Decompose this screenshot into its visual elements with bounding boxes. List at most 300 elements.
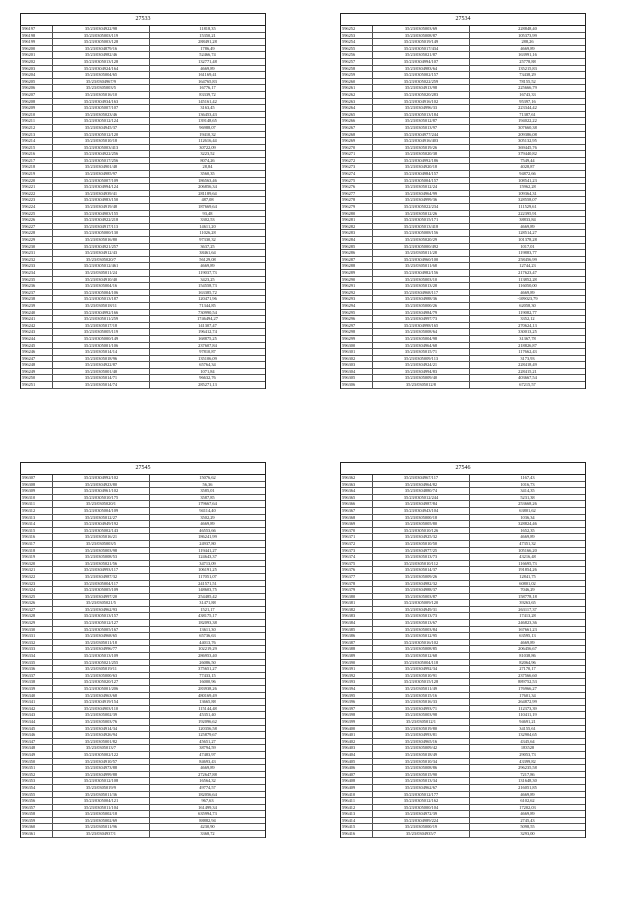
row-number: 596258: [341, 66, 373, 72]
cadastral-number: 35/23/0305009/120: [373, 600, 470, 606]
cadastral-number: 35/23/0304999/36: [373, 197, 470, 203]
value-cell: 1016,73: [520, 481, 535, 487]
value-cell: 105373,99: [518, 32, 537, 38]
value-cell: 264872,99: [518, 699, 537, 705]
cadastral-number: 35/23/0304963/68: [53, 693, 150, 699]
value-cell: -109023,79: [517, 296, 538, 302]
value-cell: 62058,30: [519, 302, 536, 308]
value-cell: 102219,29: [198, 646, 217, 652]
value-cell: 43216,48: [519, 554, 536, 560]
row-number: 596410: [341, 792, 373, 798]
row-number: 596206: [21, 85, 53, 91]
value-cell: 119441,27: [198, 547, 217, 553]
table-row: [21, 521, 265, 528]
table-row: [21, 574, 265, 581]
row-number: 596389: [341, 653, 373, 659]
cadastral-number: 35/23/0305013/28: [373, 283, 470, 289]
value-cell: 81038,86: [519, 653, 536, 659]
row-number: 596265: [341, 112, 373, 118]
table-row: [341, 673, 585, 680]
value-cell: 94691,21: [519, 718, 536, 724]
value-cell: 17601,34: [519, 692, 536, 698]
row-number: 596408: [341, 778, 373, 784]
value-cell: 16743,33: [519, 91, 536, 97]
table-row: [341, 197, 585, 204]
row-number: 596383: [341, 613, 373, 619]
cadastral-number: 35/23/0304922/218: [53, 217, 150, 223]
row-number: 596249: [21, 369, 53, 375]
value-cell: 228418,49: [518, 362, 537, 368]
row-number: 596347: [21, 739, 53, 745]
value-cell: 403667,54: [518, 375, 537, 381]
row-number: 596374: [341, 554, 373, 560]
cadastral-number: 35/23/0304903/155: [53, 211, 150, 217]
table-row: [341, 521, 585, 528]
row-number: 596298: [341, 329, 373, 335]
cadastral-number: 35/23/0305003/98: [53, 548, 150, 554]
cadastral-number: 35/23/0305013/109: [53, 653, 150, 659]
cadastral-number: 35/23/0305015/90: [373, 772, 470, 778]
cadastral-number: 35/23/0305003/76: [53, 719, 150, 725]
table-row: [341, 316, 585, 323]
row-number: 596308: [21, 482, 53, 488]
cadastral-number: 35/23/0304903/110: [53, 706, 150, 712]
value-cell: 95397,16: [519, 98, 536, 104]
row-number: 596300: [341, 343, 373, 349]
table-row: [341, 164, 585, 171]
table-row: [21, 528, 265, 535]
table-row: [341, 66, 585, 73]
cadastral-number: 35/23/0305020/283: [373, 92, 470, 98]
cadastral-number: 35/23/0305019/11: [53, 666, 150, 672]
row-number: 596294: [341, 303, 373, 309]
cadastral-number: 35/23/0304910/57: [53, 759, 150, 765]
row-number: 596241: [21, 316, 53, 322]
cadastral-number: 35/23/0304913/98: [373, 85, 470, 91]
row-number: 596401: [341, 732, 373, 738]
table-row: [341, 607, 585, 614]
cadastral-number: 35/23/0304934/163: [53, 99, 150, 105]
cadastral-number: 35/23/0304912/43: [53, 250, 150, 256]
value-cell: 117662,43: [518, 349, 537, 355]
cadastral-number: 35/23/0305011/36: [53, 792, 150, 798]
table-row: [341, 765, 585, 772]
value-cell: 438175,17: [198, 613, 217, 619]
value-cell: 154558,73: [198, 283, 217, 289]
value-cell: 77433,15: [199, 672, 216, 678]
value-cell: 253668,26: [518, 501, 537, 507]
row-number: 596197: [21, 26, 53, 32]
row-number: 596276: [341, 184, 373, 190]
table-row: [341, 52, 585, 59]
table-row: [341, 772, 585, 779]
row-number: 596376: [341, 567, 373, 573]
cadastral-number: 35/23/0305014/37: [373, 567, 470, 573]
value-cell: 141307,47: [198, 322, 217, 328]
table-row: [21, 534, 265, 541]
row-number: 596219: [21, 171, 53, 177]
value-cell: 139148,65: [198, 118, 217, 124]
table-row: [21, 613, 265, 620]
row-number: 596268: [341, 132, 373, 138]
cadastral-number: 35/23/0305013/128: [53, 59, 150, 65]
value-cell: 132771,48: [198, 58, 217, 64]
table-row: [21, 666, 265, 673]
value-cell: 116695,73: [518, 560, 537, 566]
row-number: 596341: [21, 699, 53, 705]
row-number: 596340: [21, 693, 53, 699]
row-number: 596312: [21, 508, 53, 514]
row-number: 596373: [341, 548, 373, 554]
table-row: [21, 633, 265, 640]
cadastral-number: 35/23/0304987/32: [53, 574, 150, 580]
table-row: [21, 660, 265, 667]
cadastral-number: 35/23/0304920/18: [373, 164, 470, 170]
value-cell: 194022,22: [518, 118, 537, 124]
cadastral-number: 35/23/0305003/69: [373, 26, 470, 32]
table-row: [341, 263, 585, 270]
row-number: 596237: [21, 290, 53, 296]
cadastral-number: 35/23/0304993/117: [53, 567, 150, 573]
row-number: 596411: [341, 798, 373, 804]
cadastral-number: 35/23/0304994/83: [373, 369, 470, 375]
table-row: [341, 323, 585, 330]
row-number: 596316: [21, 534, 53, 540]
table-row: [341, 237, 585, 244]
value-cell: 209386,08: [518, 131, 537, 137]
cadastral-number: 35/23/0304982/32: [373, 581, 470, 587]
row-number: 596317: [21, 541, 53, 547]
value-cell: 182056,64: [198, 791, 217, 797]
value-cell: 17202,03: [519, 804, 536, 810]
row-number: 596239: [21, 303, 53, 309]
row-number: 596391: [341, 666, 373, 672]
row-number: 596263: [341, 99, 373, 105]
cadastral-number: 35/23/0305013/67: [373, 620, 470, 626]
table-row: [21, 541, 265, 548]
table-row: [341, 33, 585, 40]
table-row: [21, 257, 265, 264]
cadastral-number: 35/23/0305019/149: [373, 39, 470, 45]
value-cell: 65736,63: [199, 633, 216, 639]
cadastral-number: 35/23/0304999/88: [53, 772, 150, 778]
row-number: 596273: [341, 164, 373, 170]
cadastral-number: 35/23/0304965/16: [373, 739, 470, 745]
value-cell: 192096,62: [198, 718, 217, 724]
value-cell: 307660,38: [518, 124, 537, 130]
table-row: [21, 296, 265, 303]
sheet-title: 27546: [341, 463, 585, 475]
value-cell: 3637,25: [200, 243, 215, 249]
cadastral-number: 35/23/0305011/104: [53, 805, 150, 811]
row-number: 596250: [21, 375, 53, 381]
value-cell: 63595,13: [519, 633, 536, 639]
cadastral-number: 35/23/0305012/108: [53, 778, 150, 784]
value-cell: 13611,30: [199, 626, 216, 632]
cadastral-number: 35/23/0305002/143: [53, 528, 150, 534]
sheet-27534: [340, 13, 586, 389]
table-row: [21, 785, 265, 792]
table-row: [21, 620, 265, 627]
cadastral-number: 35/23/0305007/109: [53, 178, 150, 184]
value-cell: 11026,28: [199, 230, 216, 236]
row-number: 596416: [341, 831, 373, 837]
value-cell: 218826,87: [518, 342, 537, 348]
table-row: [341, 679, 585, 686]
value-cell: 161169,41: [198, 72, 217, 78]
table-row: [341, 594, 585, 601]
row-number: 596254: [341, 39, 373, 45]
value-cell: 163385,72: [198, 289, 217, 295]
table-row: [21, 171, 265, 178]
value-cell: 4230,90: [200, 824, 215, 830]
row-number: 596247: [21, 356, 53, 362]
table-row: [341, 250, 585, 257]
row-number: 596246: [21, 349, 53, 355]
cadastral-number: 35/23/0304921/257: [53, 244, 150, 250]
cadastral-number: 35/23/0305021/5: [53, 600, 150, 606]
row-number: 596301: [341, 349, 373, 355]
table-row: [341, 831, 585, 838]
cadastral-number: 35/23/0305021/255: [53, 660, 150, 666]
row-number: 596269: [341, 138, 373, 144]
value-cell: 30722,09: [199, 144, 216, 150]
cadastral-number: 35/23/0305021/87: [373, 52, 470, 58]
row-number: 596299: [341, 336, 373, 342]
row-number: 596292: [341, 290, 373, 296]
value-cell: 3163,45: [200, 105, 215, 111]
value-cell: 78155,52: [519, 78, 536, 84]
cadastral-number: 35/23/0305017/434: [373, 46, 470, 52]
cadastral-number: 35/23/0305018/11: [53, 303, 150, 309]
cadastral-number: 35/23/0305020/127: [53, 679, 150, 685]
row-number: 596407: [341, 772, 373, 778]
row-number: 596356: [21, 798, 53, 804]
cadastral-number: 35/23/0304994/107: [373, 59, 470, 65]
row-number: 596245: [21, 343, 53, 349]
table-row: [21, 699, 265, 706]
cadastral-number: 35/23/0305020/7: [53, 257, 150, 263]
cadastral-number: 35/23/0304996/77: [53, 646, 150, 652]
row-number: 596260: [341, 79, 373, 85]
value-cell: 4669,89: [520, 223, 535, 229]
table-row: [341, 211, 585, 218]
row-number: 596398: [341, 712, 373, 718]
cadastral-number: 35/23/0305011/18: [53, 640, 150, 646]
value-cell: 4669,89: [520, 45, 535, 51]
row-number: 596323: [21, 581, 53, 587]
cadastral-number: 35/23/0304992/34: [373, 666, 470, 672]
value-cell: 4669,89: [520, 289, 535, 295]
table-row: [21, 59, 265, 66]
table-row: [21, 72, 265, 79]
value-cell: 179667,64: [198, 501, 217, 507]
value-cell: 16000,96: [199, 679, 216, 685]
value-cell: 272647,88: [198, 771, 217, 777]
table-row: [21, 600, 265, 607]
row-number: 596288: [341, 263, 373, 269]
value-cell: 1521,17: [200, 606, 215, 612]
cadastral-number: 35/23/0304923/80: [53, 482, 150, 488]
cadastral-number: 35/23/0304926/94: [53, 732, 150, 738]
row-number: 596385: [341, 627, 373, 633]
cadastral-number: 35/23/0305001/82: [53, 739, 150, 745]
value-cell: 1167,43: [520, 475, 535, 480]
value-cell: 237607,84: [198, 342, 217, 348]
cadastral-number: 35/23/0305003/98: [373, 712, 470, 718]
table-row: [341, 633, 585, 640]
cadastral-number: 35/23/0305001/40: [53, 369, 150, 375]
value-cell: 45351,40: [199, 712, 216, 718]
table-row: [21, 515, 265, 522]
value-cell: 119082,77: [518, 309, 537, 315]
table-row: [341, 79, 585, 86]
table-row: [21, 640, 265, 647]
table-row: [341, 554, 585, 561]
value-cell: 71344,85: [199, 302, 216, 308]
table-row: [21, 230, 265, 237]
row-number: 596285: [341, 244, 373, 250]
value-cell: 228415,21: [518, 368, 537, 374]
row-number: 596214: [21, 138, 53, 144]
value-cell: 305132,95: [518, 138, 537, 144]
cadastral-number: 35/23/0304983/150: [53, 197, 150, 203]
row-number: 596198: [21, 33, 53, 39]
row-number: 596218: [21, 164, 53, 170]
table-row: [341, 600, 585, 607]
value-cell: 34713,09: [199, 560, 216, 566]
table-row: [341, 548, 585, 555]
table-row: [341, 653, 585, 660]
row-number: 596325: [21, 594, 53, 600]
table-row: [21, 263, 265, 270]
cadastral-number: 35/23/0305012/87: [373, 118, 470, 124]
cadastral-number: 35/23/0304982/46: [53, 52, 150, 58]
row-number: 596262: [341, 92, 373, 98]
row-number: 596209: [21, 105, 53, 111]
cadastral-number: 35/23/0304914/34: [53, 726, 150, 732]
table-row: [21, 765, 265, 772]
table-row: [341, 561, 585, 568]
cadastral-number: 35/23/0305003/119: [53, 33, 150, 39]
value-cell: 96632,76: [199, 375, 216, 381]
value-cell: 1036,34: [520, 514, 535, 520]
cadastral-number: 35/23/0304988/36: [373, 296, 470, 302]
value-cell: 132904,65: [518, 732, 537, 738]
table-row: [341, 488, 585, 495]
value-cell: 164765,83: [198, 78, 217, 84]
value-cell: 1017,01: [520, 243, 535, 249]
row-number: 596372: [341, 541, 373, 547]
row-number: 596280: [341, 211, 373, 217]
row-number: 596330: [21, 627, 53, 633]
table-row: [341, 99, 585, 106]
value-cell: 4669,89: [520, 534, 535, 540]
cadastral-number: 35/23/0304997/73: [373, 316, 470, 322]
table-row: [341, 482, 585, 489]
cadastral-number: 35/23/0304992/166: [53, 310, 150, 316]
table-row: [21, 805, 265, 812]
row-number: 596351: [21, 765, 53, 771]
cadastral-number: 35/23/0305012/124: [53, 118, 150, 124]
value-cell: 263117,37: [518, 606, 537, 612]
row-number: 596256: [341, 52, 373, 58]
table-row: [341, 204, 585, 211]
value-cell: 241571,51: [198, 580, 217, 586]
cadastral-number: 35/23/0304919/154: [53, 699, 150, 705]
row-number: 596412: [341, 805, 373, 811]
cadastral-number: 35/23/0304993/71: [373, 706, 470, 712]
cadastral-number: 35/23/0305020/29: [373, 237, 470, 243]
table-row: [341, 515, 585, 522]
cadastral-number: 35/23/0304964/68: [373, 343, 470, 349]
table-row: [341, 184, 585, 191]
row-number: 596348: [21, 745, 53, 751]
cadastral-number: 35/23/0305014/74: [53, 382, 150, 388]
value-cell: 196412,74: [198, 329, 217, 335]
value-cell: 113852,28: [518, 276, 537, 282]
row-number: 596371: [341, 534, 373, 540]
value-cell: 3368,72: [200, 831, 215, 837]
row-number: 596361: [21, 831, 53, 837]
cadastral-number: 35/23/0304961/102: [53, 488, 150, 494]
row-number: 596369: [341, 521, 373, 527]
cadastral-number: 35/23/0305011/68: [373, 263, 470, 269]
table-row: [21, 792, 265, 799]
value-cell: 187669,64: [198, 204, 217, 210]
table-row: [341, 244, 585, 251]
row-number: 596225: [21, 211, 53, 217]
table-row: [341, 145, 585, 152]
row-number: 596324: [21, 587, 53, 593]
row-number: 596208: [21, 99, 53, 105]
cadastral-number: 35/23/0305003/128: [53, 39, 150, 45]
cadastral-number: 35/23/0305002/157: [373, 72, 470, 78]
row-number: 596357: [21, 805, 53, 811]
value-cell: 168875,25: [198, 335, 217, 341]
table-row: [21, 197, 265, 204]
table-row: [21, 191, 265, 198]
table-row: [341, 495, 585, 502]
row-number: 596320: [21, 561, 53, 567]
value-cell: 285271,13: [198, 382, 217, 388]
row-number: 596363: [341, 482, 373, 488]
row-number: 596380: [341, 594, 373, 600]
cadastral-number: 35/23/0305011/259: [53, 316, 150, 322]
table-row: [21, 329, 265, 336]
row-number: 596222: [21, 191, 53, 197]
table-row: [21, 719, 265, 726]
value-cell: 186563,46: [198, 177, 217, 183]
value-cell: 47483,97: [199, 751, 216, 757]
row-number: 596333: [21, 646, 53, 652]
row-number: 596359: [21, 818, 53, 824]
table-row: [341, 191, 585, 198]
value-cell: 191854,26: [518, 567, 537, 573]
cadastral-number: 35/23/0304988/37: [373, 587, 470, 593]
row-number: 596406: [341, 765, 373, 771]
table-row: [21, 310, 265, 317]
cadastral-number: 35/23/0304922/87: [53, 362, 150, 368]
cadastral-number: 35/23/0305012/461: [53, 263, 150, 269]
row-number: 596271: [341, 151, 373, 157]
row-number: 596202: [21, 59, 53, 65]
table-row: [21, 151, 265, 158]
value-cell: 3173,93: [520, 355, 535, 361]
row-number: 596277: [341, 191, 373, 197]
cadastral-number: 35/23/0305001/106: [53, 343, 150, 349]
cadastral-number: 35/23/0304984/157: [373, 171, 470, 177]
